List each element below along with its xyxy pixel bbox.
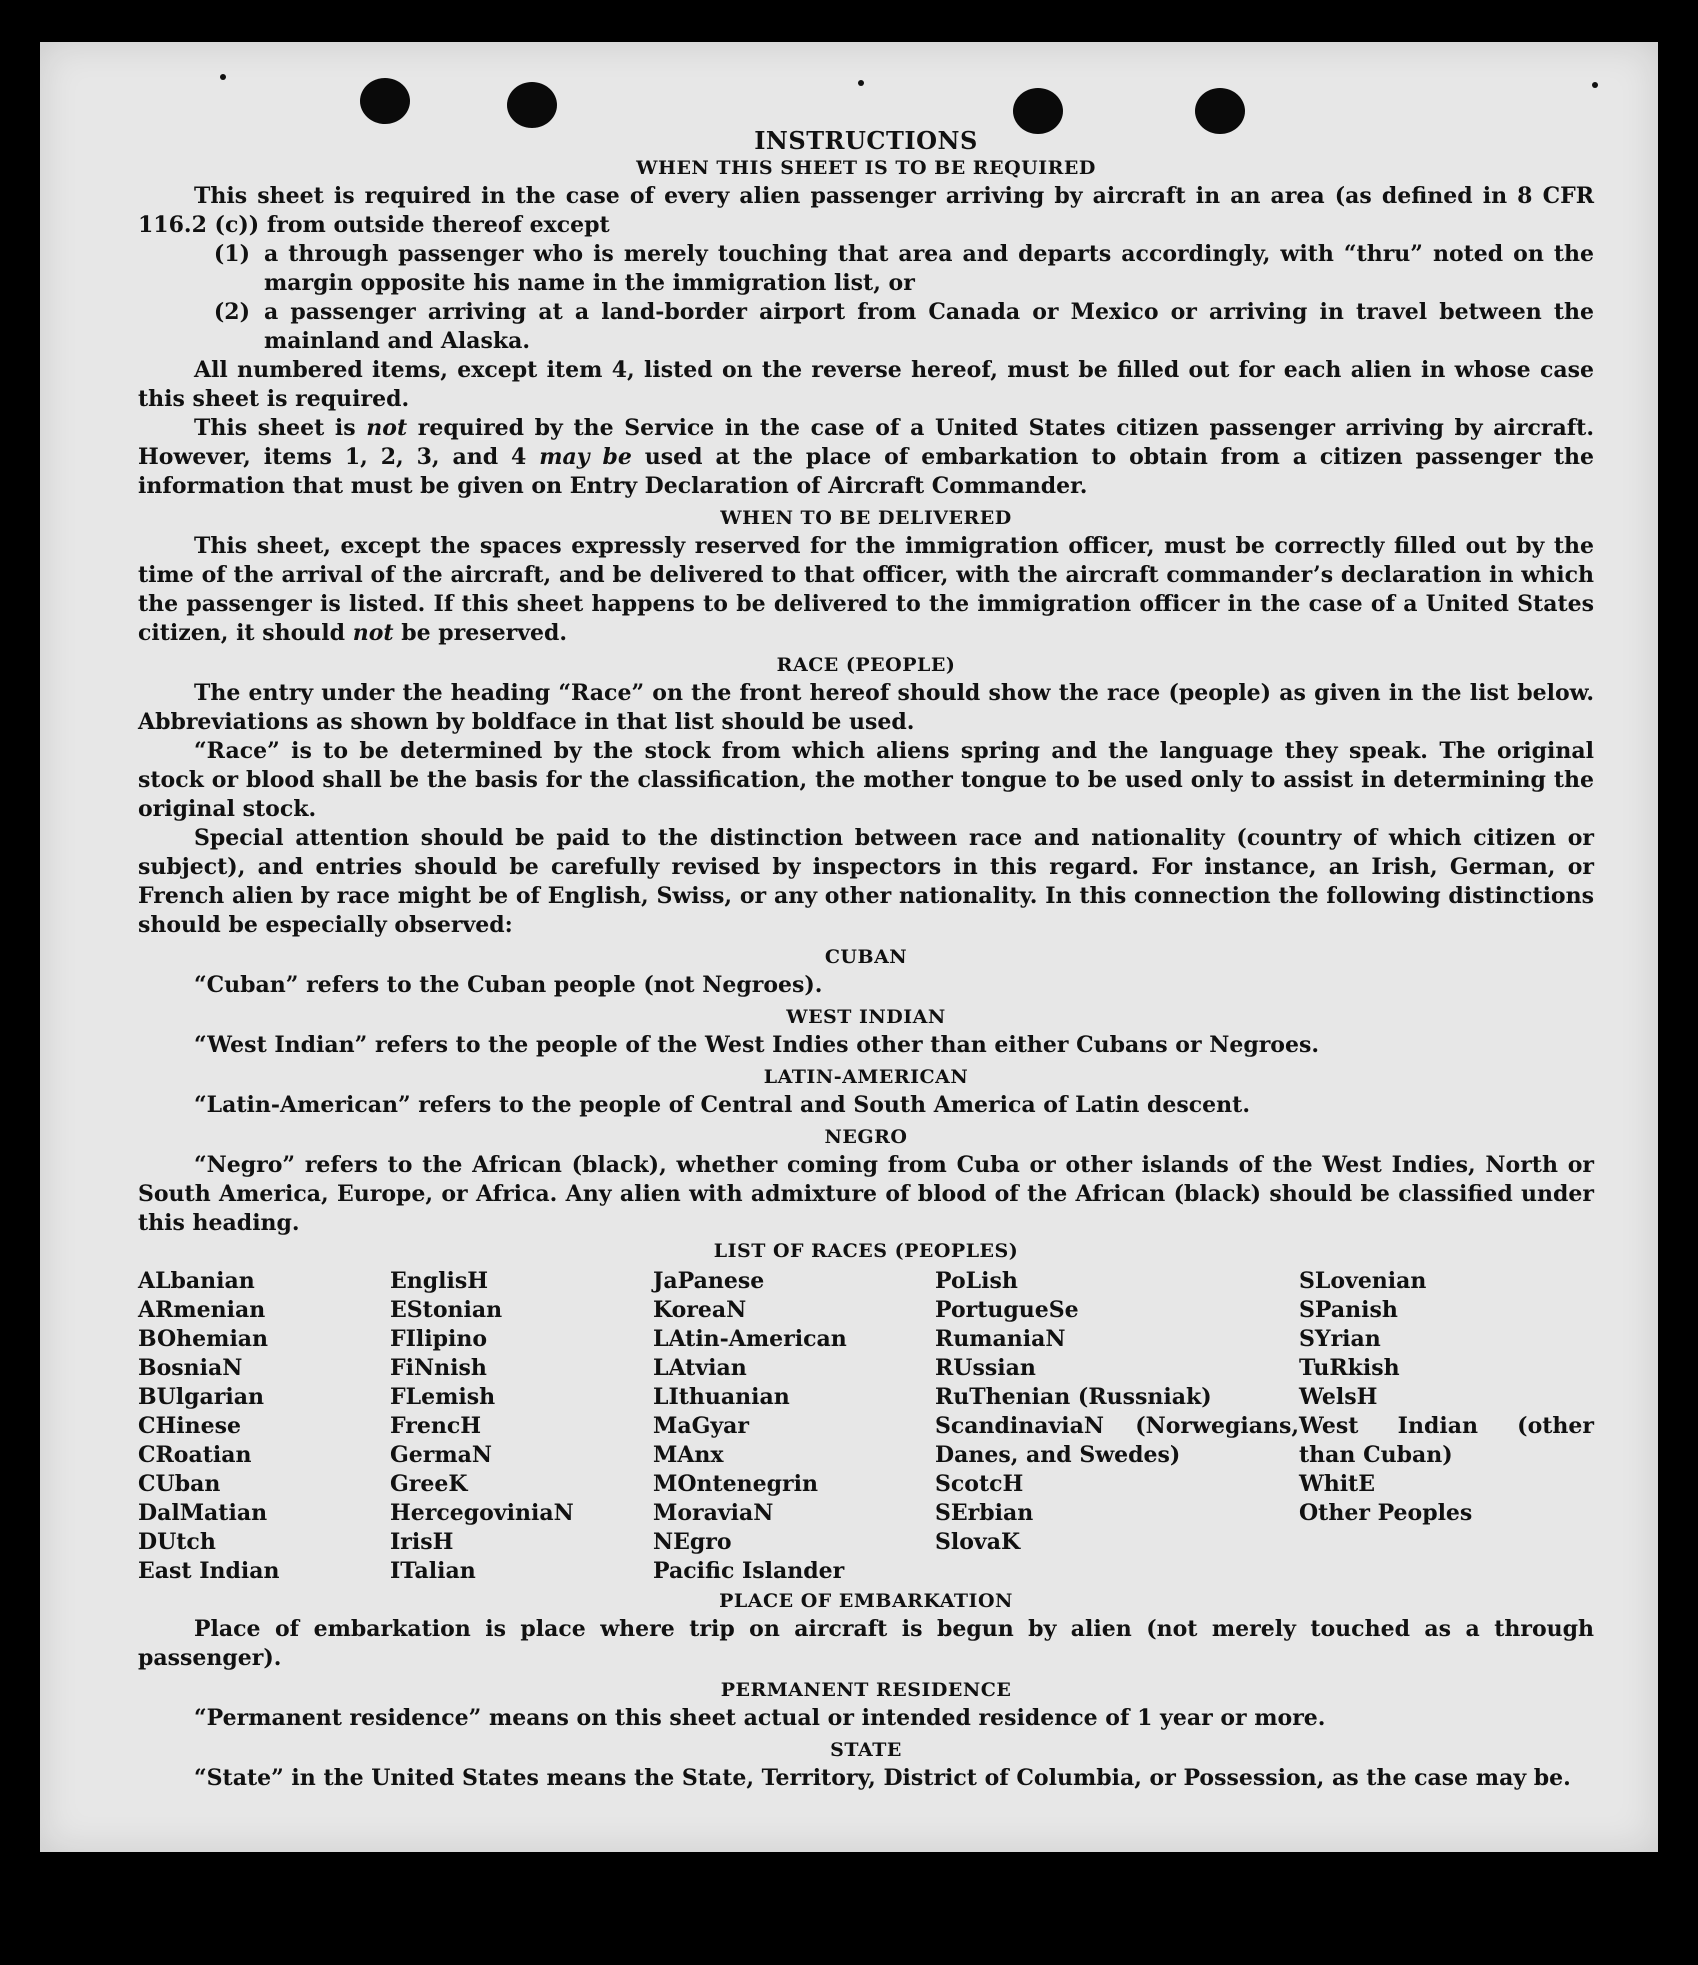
instructions-content — [138, 122, 1594, 1793]
race-entry: LAtvian — [653, 1355, 747, 1381]
races-column — [1299, 1267, 1594, 1586]
race-entry: FrencH — [390, 1413, 481, 1439]
exception-number: (1) — [213, 241, 250, 267]
race-entry: MOntenegrin — [653, 1471, 818, 1497]
exception-text: a through passenger who is merely touching that area and departs accordingly, with “thru” noted on the margin opposite his name in the immigration list, or — [264, 241, 1594, 296]
faint-stamp — [57, 152, 68, 168]
race-entry: BOhemian — [138, 1326, 269, 1352]
race-entry: TuRkish — [1299, 1355, 1400, 1381]
section-heading-race: RACE (PEOPLE) — [776, 654, 956, 676]
race-entry: WelsH — [1299, 1384, 1378, 1410]
race-entry: SLovenian — [1299, 1268, 1427, 1294]
race-entry: NEgro — [653, 1529, 732, 1555]
race-entry: RumaniaN — [935, 1326, 1066, 1352]
paragraph-permanent-residence: “Permanent residence” means on this sheet actual or intended residence of 1 year or more. — [194, 1705, 1326, 1731]
section-heading-latin-american: LATIN-AMERICAN — [763, 1066, 969, 1088]
race-entry: MAnx — [653, 1442, 724, 1468]
race-entry: GreeK — [390, 1471, 468, 1497]
race-entry: ALbanian — [138, 1268, 255, 1294]
races-column — [390, 1267, 653, 1586]
race-entry: EnglisH — [390, 1268, 489, 1294]
race-entry: KoreaN — [653, 1297, 747, 1323]
race-entry: SYrian — [1299, 1326, 1381, 1352]
race-entry: FiNnish — [390, 1355, 487, 1381]
race-entry: PortugueSe — [935, 1297, 1079, 1323]
race-entry: FIlipino — [390, 1326, 488, 1352]
speck — [220, 74, 226, 80]
race-entry: HercegoviniaN — [390, 1500, 574, 1526]
race-entry: EStonian — [390, 1297, 503, 1323]
race-entry: PoLish — [935, 1268, 1018, 1294]
race-entry: CUban — [138, 1471, 221, 1497]
race-entry: BosniaN — [138, 1355, 243, 1381]
race-entry: FLemish — [390, 1384, 496, 1410]
race-entry: JaPanese — [653, 1268, 765, 1294]
race-entry: ARmenian — [138, 1297, 266, 1323]
exception-number: (2) — [213, 299, 250, 325]
race-entry: LIthuanian — [653, 1384, 790, 1410]
race-entry: BUlgarian — [138, 1384, 264, 1410]
race-entry: West Indian (other than Cuban) — [1299, 1413, 1594, 1468]
paragraph-when-delivered — [138, 532, 1594, 648]
race-entry: MoraviaN — [653, 1500, 774, 1526]
race-entry: DUtch — [138, 1529, 216, 1555]
races-column — [935, 1267, 1299, 1586]
paragraph-race-1: The entry under the heading “Race” on the front hereof should show the race (people) as given in the list below. Abbreviations as shown by boldface in that list should be used. — [138, 680, 1594, 735]
text-run: This sheet, except the spaces expressly reserved for the immigration officer, must be correctly filled out by the time of the arrival of the aircraft, and be delivered to that officer, with the aircraft commander’s declaration in which the passenger is listed. If this sheet happens to be delivered to the immigration officer in the case of a United States citizen, it should — [138, 533, 1594, 646]
exception-item-1 — [138, 240, 1594, 298]
race-entry: SlovaK — [935, 1529, 1021, 1555]
speck — [1592, 82, 1598, 88]
paragraph-embarkation: Place of embarkation is place where trip on aircraft is begun by alien (not merely touched as a through passenger). — [138, 1616, 1594, 1671]
race-entry: ScandinaviaN (Norwegians, Danes, and Swedes) — [935, 1413, 1299, 1468]
section-heading-embarkation: PLACE OF EMBARKATION — [719, 1590, 1013, 1612]
paragraph-race-3: Special attention should be paid to the distinction between race and nationality (country of which citizen or subject), and entries should be carefully revised by inspectors in this regard. For instance, an Irish, German, or French alien by race might be of English, Swiss, or any other nationality. In this connection the following distinctions should be especially observed: — [138, 825, 1594, 938]
race-entry: GermaN — [390, 1442, 493, 1468]
speck — [858, 80, 864, 86]
text-run: used at the place of embarkation to obtain from a citizen passenger the information that must be given on Entry Declaration of Aircraft Commander. — [138, 444, 1595, 499]
bleed-through-text — [1180, 88, 1185, 106]
race-entry: RUssian — [935, 1355, 1036, 1381]
paragraph-numbered-items: All numbered items, except item 4, listed on the reverse hereof, must be filled out for each alien in whose case this sheet is required. — [138, 357, 1594, 412]
document-page — [40, 42, 1658, 1852]
race-entry: MaGyar — [653, 1413, 750, 1439]
race-entry: SErbian — [935, 1500, 1034, 1526]
race-entry: ITalian — [390, 1558, 476, 1584]
section-heading-when-required: WHEN THIS SHEET IS TO BE REQUIRED — [636, 157, 1096, 179]
page-title: INSTRUCTIONS — [754, 126, 978, 155]
paragraph-west-indian: “West Indian” refers to the people of the West Indies other than either Cubans or Negroes. — [194, 1032, 1320, 1058]
race-entry: East Indian — [138, 1558, 280, 1584]
paragraph-state: “State” in the United States means the State, Territory, District of Columbia, or Possession, as the case may be. — [194, 1765, 1571, 1791]
exception-item-2 — [138, 298, 1594, 356]
text-run-italic: may be — [539, 444, 632, 470]
text-run: be preserved. — [393, 620, 568, 646]
races-column — [653, 1267, 935, 1586]
paragraph-latin-american: “Latin-American” refers to the people of Central and South America of Latin descent. — [194, 1092, 1250, 1118]
race-entry: RuThenian (Russniak) — [935, 1384, 1212, 1410]
text-run-italic: not — [352, 620, 394, 646]
race-entry: LAtin-American — [653, 1326, 847, 1352]
text-run: required by the Service in the case of a United States citizen passenger arriving by aircraft. However, items 1, 2, 3, and 4 — [138, 415, 1594, 470]
section-heading-west-indian: WEST INDIAN — [786, 1006, 946, 1028]
section-heading-cuban: CUBAN — [824, 946, 908, 968]
section-heading-negro: NEGRO — [824, 1126, 908, 1148]
section-heading-state: STATE — [830, 1739, 902, 1761]
race-entry: ScotcH — [935, 1471, 1024, 1497]
race-entry: CHinese — [138, 1413, 242, 1439]
text-run-italic: not — [366, 415, 408, 441]
race-entry: Other Peoples — [1299, 1500, 1473, 1526]
race-entry: SPanish — [1299, 1297, 1398, 1323]
text-run: This sheet is — [194, 415, 367, 441]
exception-text: a passenger arriving at a land-border airport from Canada or Mexico or arriving in travel between the mainland and Alaska. — [264, 299, 1594, 354]
races-list — [138, 1267, 1594, 1586]
race-entry: IrisH — [390, 1529, 454, 1555]
race-entry: CRoatian — [138, 1442, 252, 1468]
section-heading-list-of-races: LIST OF RACES (PEOPLES) — [713, 1240, 1019, 1262]
paragraph-when-required: This sheet is required in the case of every alien passenger arriving by aircraft in an area (as defined in 8 CFR 116.2 (c)) from outside thereof except — [138, 183, 1594, 238]
paragraph-cuban: “Cuban” refers to the Cuban people (not Negroes). — [194, 972, 823, 998]
race-entry: Pacific Islander — [653, 1558, 845, 1584]
paragraph-citizen-passenger — [138, 414, 1594, 501]
paragraph-race-2: “Race” is to be determined by the stock from which aliens spring and the language they speak. The original stock or blood shall be the basis for the classification, the mother tongue to be used only to assist in determining the original stock. — [138, 738, 1594, 822]
paragraph-negro: “Negro” refers to the African (black), whether coming from Cuba or other islands of the West Indies, North or South America, Europe, or Africa. Any alien with admixture of blood of the African (black) should be classified under this heading. — [138, 1152, 1594, 1236]
race-entry: WhitE — [1299, 1471, 1375, 1497]
race-entry: DalMatian — [138, 1500, 268, 1526]
section-heading-permanent-residence: PERMANENT RESIDENCE — [720, 1679, 1012, 1701]
races-column — [138, 1267, 390, 1586]
punch-hole — [360, 78, 410, 124]
section-heading-when-delivered: WHEN TO BE DELIVERED — [720, 507, 1012, 529]
